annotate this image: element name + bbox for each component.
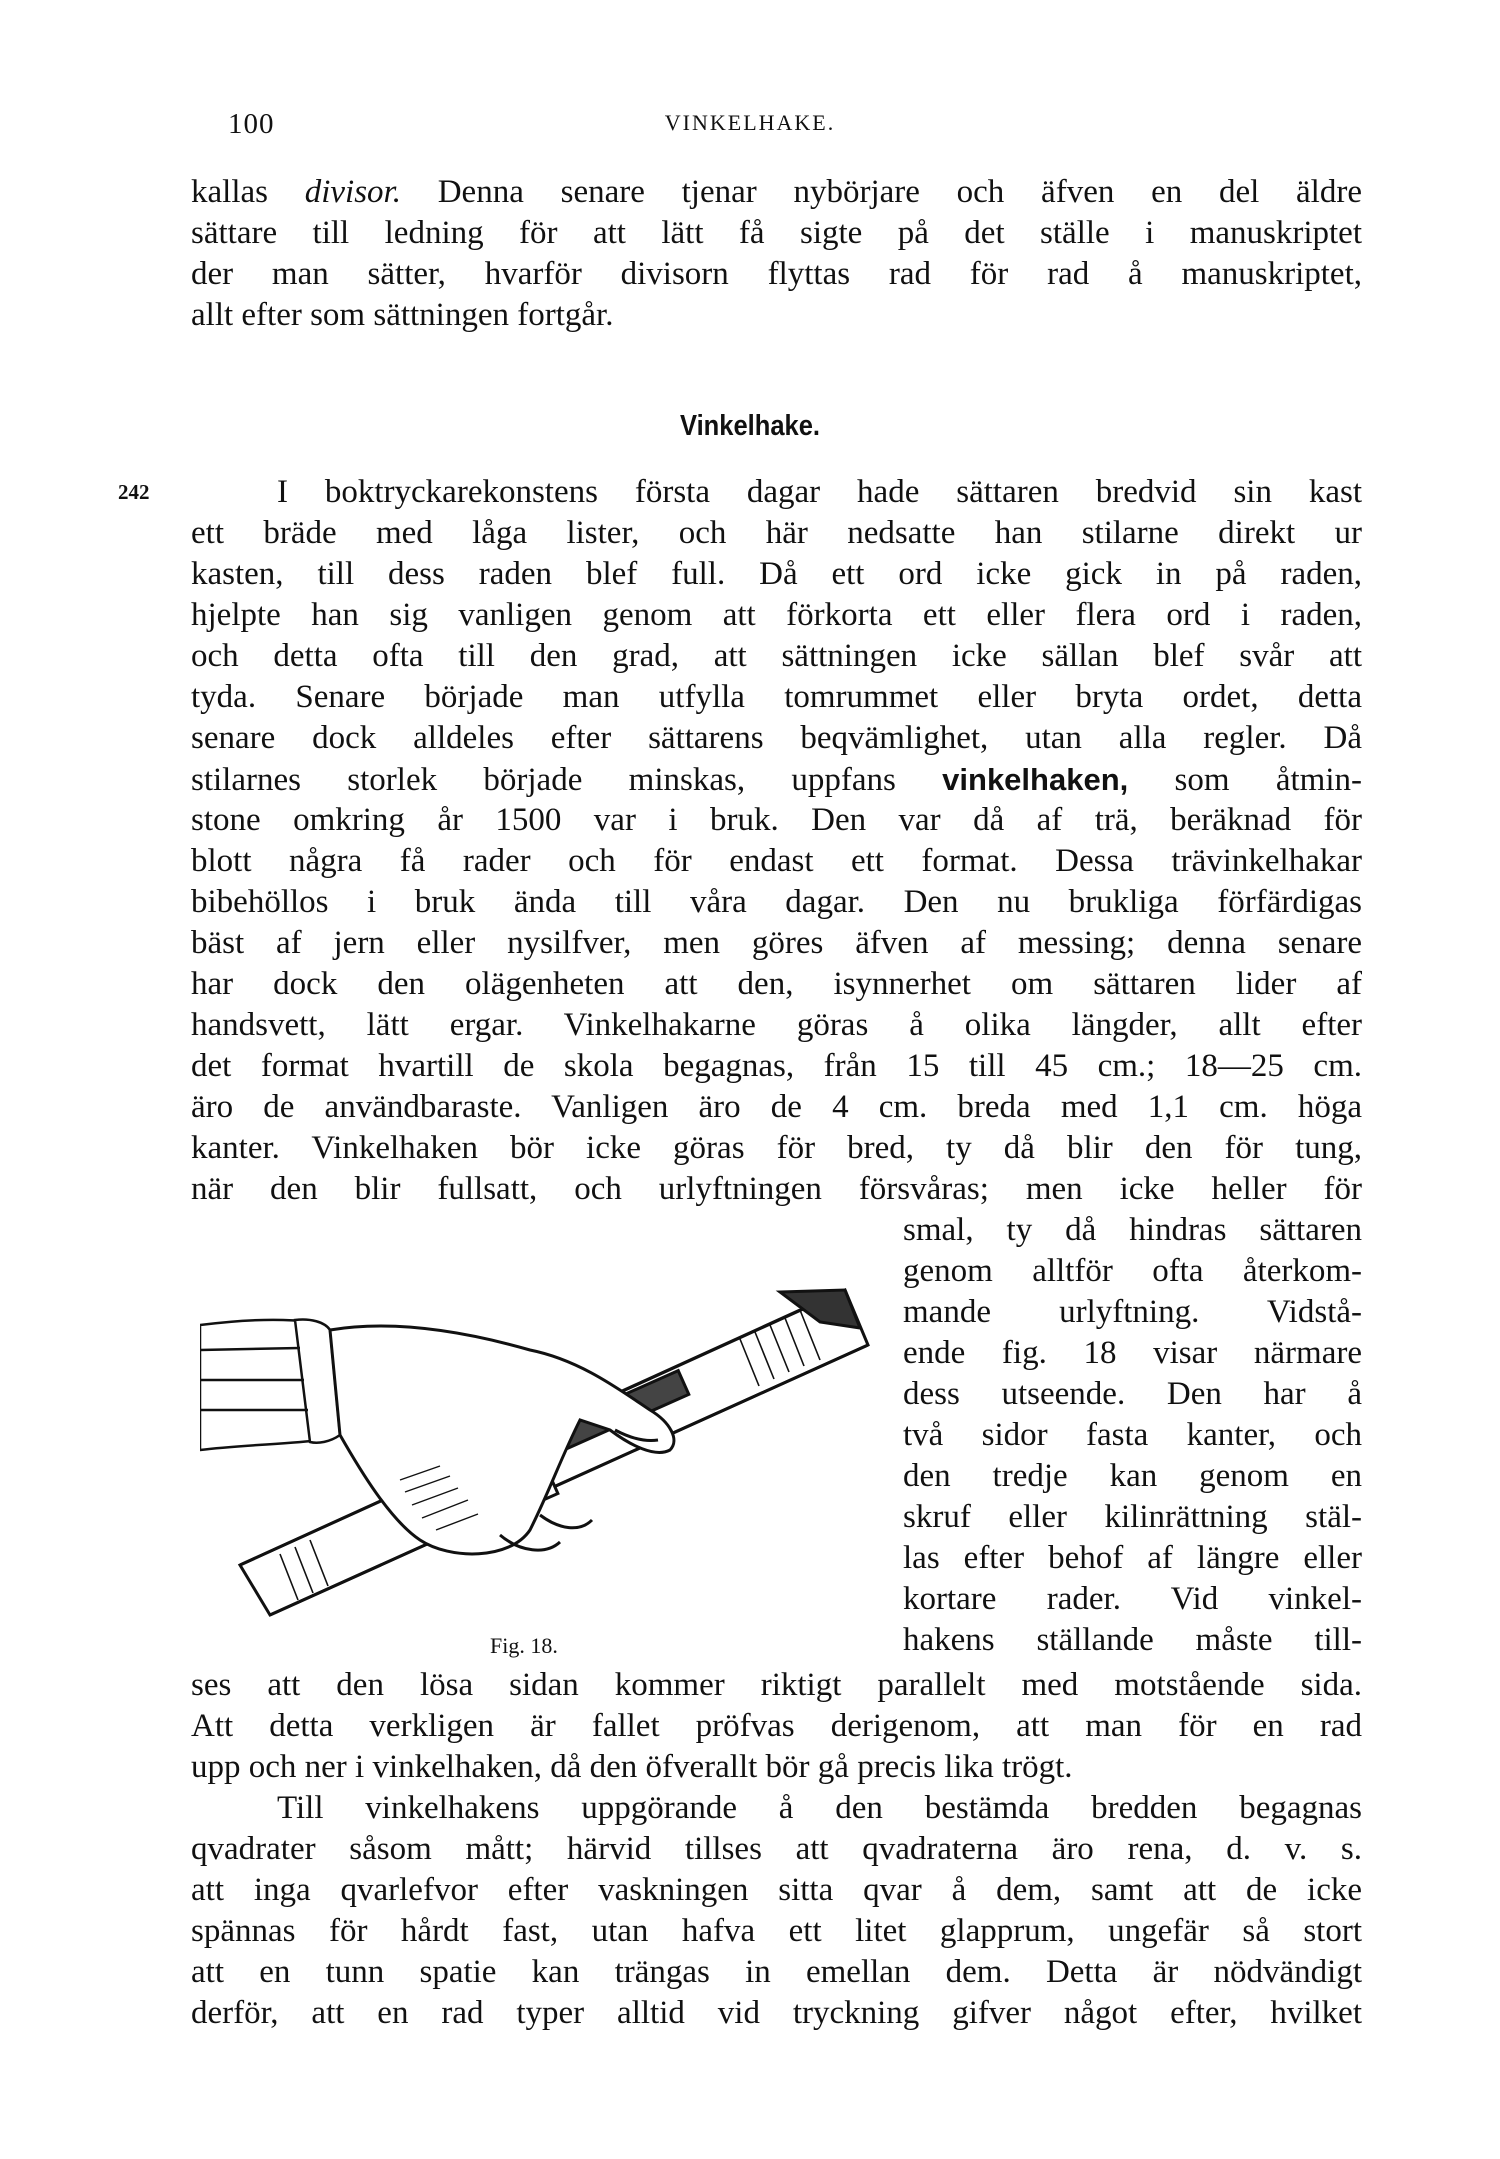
text-line: kasten, till dess raden blef full. Då ett ord icke gick in på raden,: [191, 556, 1362, 592]
figure-composing-stick: [200, 1230, 900, 1630]
text-line: bibehöllos i bruk ända till våra dagar. Den nu brukliga förfärdigas: [191, 884, 1362, 920]
text-line: två sidor fasta kanter, och: [903, 1417, 1362, 1453]
figure-caption: Fig. 18.: [490, 1633, 558, 1658]
text-line: ett bräde med låga lister, och här nedsatte han stilarne direkt ur: [191, 515, 1362, 551]
text-line: handsvett, lätt ergar. Vinkelhakarne göras å olika längder, allt efter: [191, 1007, 1362, 1043]
margin-paragraph-number: 242: [118, 480, 150, 504]
section-heading: Vinkelhake.: [680, 410, 820, 442]
page-header: [0, 108, 1500, 148]
text-line: smal, ty då hindras sättaren: [903, 1212, 1362, 1248]
text-line: kortare rader. Vid vinkel-: [903, 1581, 1362, 1617]
text-line: den tredje kan genom en: [903, 1458, 1362, 1494]
text-line: allt efter som sättningen fortgår.: [191, 297, 614, 333]
running-head: VINKELHAKE.: [664, 110, 836, 135]
text-line: Till vinkelhakens uppgörande å den bestämda bredden begagnas: [277, 1790, 1362, 1826]
text-line: mande urlyftning. Vidstå-: [903, 1294, 1362, 1330]
text-line: sättare till ledning för att lätt få sigte på det ställe i manuskriptet: [191, 215, 1362, 251]
text-line: äro de användbaraste. Vanligen äro de 4 cm. breda med 1,1 cm. höga: [191, 1089, 1362, 1125]
text-line: spännas för hårdt fast, utan hafva ett litet glapprum, ungefär så stort: [191, 1913, 1362, 1949]
text-line: hakens ställande måste till-: [903, 1622, 1362, 1658]
term-divisor: divisor.: [304, 174, 401, 210]
text-line: och detta ofta till den grad, att sättningen icke sällan blef svår att: [191, 638, 1362, 674]
intro-paragraph: [191, 172, 1362, 336]
text-line: der man sätter, hvarför divisorn flyttas rad för rad å manuskriptet,: [191, 256, 1362, 292]
term-vinkelhaken: vinkelhaken,: [942, 762, 1129, 797]
text-line: när den blir fullsatt, och urlyftningen försvåras; men icke heller för: [191, 1171, 1362, 1207]
text-line: kallas divisor. Denna senare tjenar nybörjare och äfven en del äldre: [191, 174, 1362, 210]
text-line: qvadrater såsom mått; härvid tillses att qvadraterna äro rena, d. v. s.: [191, 1831, 1362, 1867]
text-line: I boktryckarekonstens första dagar hade sättaren bredvid sin kast: [277, 474, 1362, 510]
composing-stick-illustration: [200, 1230, 900, 1630]
text-line: hjelpte han sig vanligen genom att förkorta ett eller flera ord i raden,: [191, 597, 1362, 633]
text-line: dess utseende. Den har å: [903, 1376, 1362, 1412]
text-line: stilarnes storlek började minskas, uppfans vinkelhaken, som åtmin-: [191, 762, 1363, 798]
paragraph-vinkelhake-continued: [191, 1665, 1362, 1788]
text-line: tyda. Senare började man utfylla tomrummet eller bryta ordet, detta: [191, 679, 1362, 715]
text-line: ses att den lösa sidan kommer riktigt parallelt med motstående sida.: [191, 1667, 1362, 1703]
figure-side-text: [903, 1210, 1362, 1661]
text-line: derför, att en rad typer alltid vid tryckning gifver något efter, hvilket: [191, 1995, 1362, 2031]
text-line: bäst af jern eller nysilfver, men göres äfven af messing; denna senare: [191, 925, 1362, 961]
text-line: blott några få rader och för endast ett format. Dessa trävinkelhakar: [191, 843, 1362, 879]
text-line: att en tunn spatie kan trängas in emellan dem. Detta är nödvändigt: [191, 1954, 1362, 1990]
text-line: stone omkring år 1500 var i bruk. Den var då af trä, beräknad för: [191, 802, 1362, 838]
text-line: senare dock alldeles efter sättarens beqvämlighet, utan alla regler. Då: [191, 720, 1362, 756]
text-line: det format hvartill de skola begagnas, från 15 till 45 cm.; 18—25 cm.: [191, 1048, 1362, 1084]
text-line: genom alltför ofta återkom-: [903, 1253, 1362, 1289]
text-line: skruf eller kilinrättning stäl-: [903, 1499, 1362, 1535]
text-line: kanter. Vinkelhaken bör icke göras för bred, ty då blir den för tung,: [191, 1130, 1362, 1166]
paragraph-qvadrater: [191, 1788, 1362, 2034]
text-line: las efter behof af längre eller: [903, 1540, 1362, 1576]
text-line: har dock den olägenheten att den, isynnerhet om sättaren lider af: [191, 966, 1362, 1002]
text-line: upp och ner i vinkelhaken, då den öfverallt bör gå precis lika trögt.: [191, 1749, 1073, 1785]
text-line: ende fig. 18 visar närmare: [903, 1335, 1362, 1371]
paragraph-vinkelhake: [191, 472, 1362, 1210]
page-number: 100: [228, 108, 275, 140]
text-line: Att detta verkligen är fallet pröfvas derigenom, att man för en rad: [191, 1708, 1362, 1744]
text-line: att inga qvarlefvor efter vaskningen sitta qvar å dem, samt att de icke: [191, 1872, 1362, 1908]
